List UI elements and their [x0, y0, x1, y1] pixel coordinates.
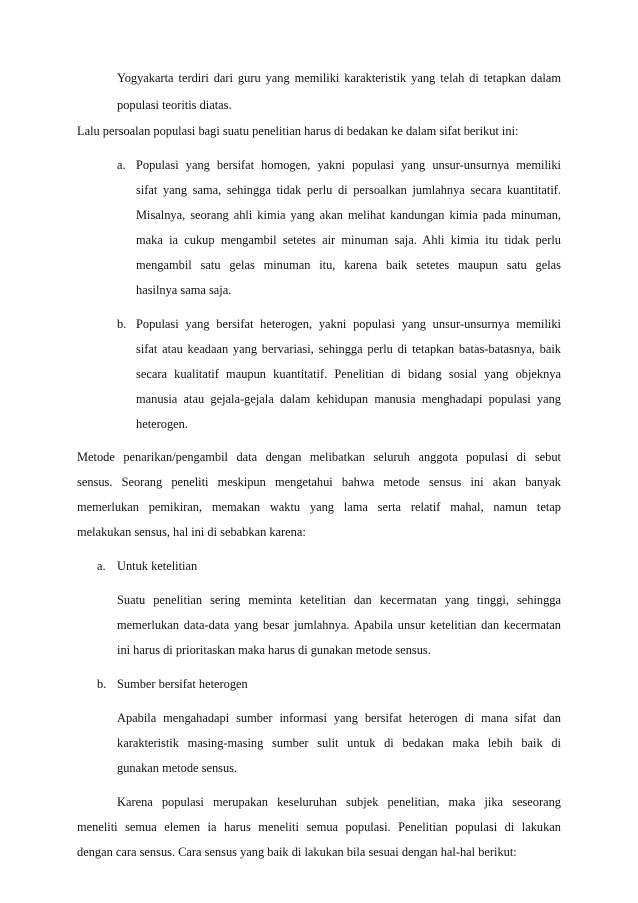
paragraph-line: populasi teoritis diatas.: [117, 98, 232, 112]
intro-sentence: Lalu persoalan populasi bagi suatu penelitian harus di bedakan ke dalam sifat berikut ini:: [77, 124, 519, 138]
list-item-line: gunakan metode sensus.: [117, 761, 238, 775]
paragraph-line: dengan cara sensus. Cara sensus yang baik di lakukan bila sesuai dengan hal-hal berikut:: [77, 845, 517, 859]
list-item-line: Misalnya, seorang ahli kimia yang akan melihat kandungan kimia pada minuman,: [136, 208, 561, 222]
list-item-line: mengambil satu gelas minuman itu, karena baik setetes maupun satu gelas: [136, 258, 561, 272]
paragraph-line: melakukan sensus, hal ini di sebabkan karena:: [77, 525, 306, 539]
paragraph-line: Karena populasi merupakan keseluruhan subjek penelitian, maka jika seseorang: [117, 795, 561, 809]
paragraph-line: Metode penarikan/pengambil data dengan melibatkan seluruh anggota populasi di sebut: [77, 450, 561, 464]
list-item-line: Populasi yang bersifat homogen, yakni populasi yang unsur-unsurnya memiliki: [136, 158, 561, 172]
list-item-line: manusia atau gejala-gejala dalam kehidupan manusia menghadapi populasi yang: [136, 392, 561, 406]
list-marker: a.: [97, 559, 106, 573]
list-marker: b.: [117, 317, 127, 331]
list-item-line: sifat atau keadaan yang bervariasi, sehingga perlu di tetapkan batas-batasnya, baik: [136, 342, 561, 356]
paragraph-line: Yogyakarta terdiri dari guru yang memiliki karakteristik yang telah di tetapkan dalam: [117, 71, 561, 85]
list-item-line: ini harus di prioritaskan maka harus di gunakan metode sensus.: [117, 643, 431, 657]
list-item-line: Apabila mengahadapi sumber informasi yang bersifat heterogen di mana sifat dan: [117, 711, 561, 725]
list-item-line: secara kualitatif maupun kuantitatif. Penelitian di bidang sosial yang objeknya: [136, 367, 561, 381]
list-item-line: sifat yang sama, sehingga tidak perlu di persoalkan jumlahnya secara kuantitatif.: [136, 183, 561, 197]
list-item-line: heterogen.: [136, 417, 188, 431]
list-item-line: Populasi yang bersifat heterogen, yakni populasi yang unsur-unsurnya memiliki: [136, 317, 561, 331]
paragraph-line: sensus. Seorang peneliti meskipun mengetahui bahwa metode sensus ini akan banyak: [77, 475, 561, 489]
list-marker: b.: [97, 677, 107, 691]
paragraph-line: meneliti semua elemen ia harus meneliti semua populasi. Penelitian populasi di lakukan: [77, 820, 561, 834]
list-item-line: Suatu penelitian sering meminta ketelitian dan kecermatan yang tinggi, sehingga: [117, 593, 561, 607]
paragraph-line: memerlukan pemikiran, memakan waktu yang lama serta relatif mahal, namun tetap: [77, 500, 561, 514]
list-item-line: maka ia cukup mengambil setetes air minuman saja. Ahli kimia itu tidak perlu: [136, 233, 561, 247]
list-item-line: memerlukan data-data yang besar jumlahnya. Apabila unsur ketelitian dan kecermatan: [117, 618, 561, 632]
list-item-heading: Sumber bersifat heterogen: [117, 677, 248, 691]
list-item-heading: Untuk ketelitian: [117, 559, 198, 573]
list-item-line: karakteristik masing-masing sumber sulit untuk di bedakan maka lebih baik di: [117, 736, 561, 750]
list-item-line: hasilnya sama saja.: [136, 283, 232, 297]
list-marker: a.: [117, 158, 126, 172]
